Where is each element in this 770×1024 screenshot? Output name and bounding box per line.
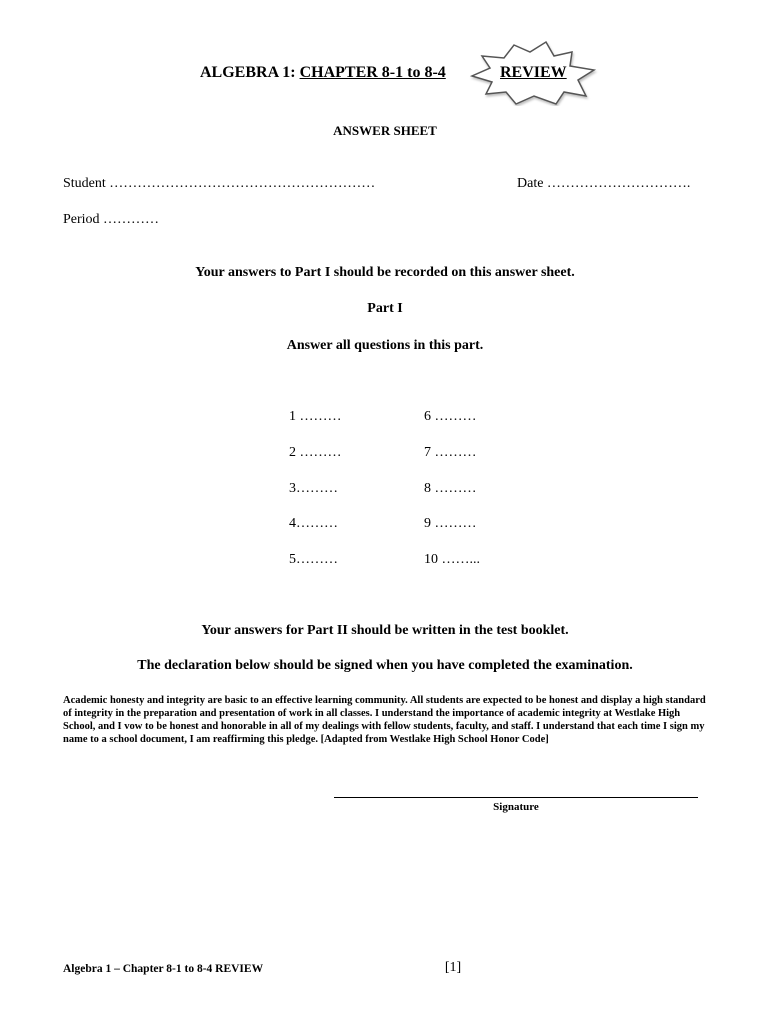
date-field: Date …………………………. <box>517 176 691 191</box>
title-chapter: CHAPTER 8-1 to 8-4 <box>299 64 446 81</box>
answer-5: 5……… <box>289 552 338 567</box>
signature-line <box>334 797 698 798</box>
answer-9: 9 ……… <box>424 516 477 531</box>
page-title <box>200 64 446 82</box>
honor-pledge: Academic honesty and integrity are basic to an effective learning community. All students are expected to be honest and display a high standard of integrity in the preparation and presentation of work in all classes. I understand the importance of academic integrity at Westlake High School, and I vow to be honest and honorable in all of my dealings with fellow students, faculty, and staff. I understand that each time I sign my name to a school document, I am reaffirming this pledge. [Adapted from Westlake High School Honor Code] <box>63 695 706 745</box>
answer-4: 4……… <box>289 516 338 531</box>
answer-1: 1 ……… <box>289 409 342 424</box>
part1-instruction: Your answers to Part I should be recorded on this answer sheet. <box>195 265 575 280</box>
answer-10: 10 ……... <box>424 552 480 567</box>
part2-instruction: Your answers for Part II should be written in the test booklet. <box>201 623 569 638</box>
review-label: REVIEW <box>500 64 567 81</box>
answer-7: 7 ……… <box>424 445 477 460</box>
answer-sheet-heading: ANSWER SHEET <box>333 123 437 138</box>
period-field: Period ………… <box>63 212 160 227</box>
signature-label: Signature <box>493 801 539 813</box>
answer-2: 2 ……… <box>289 445 342 460</box>
student-field: Student ………………………………………………… <box>63 176 376 191</box>
declaration-instruction: The declaration below should be signed when you have completed the examination. <box>137 658 633 673</box>
title-prefix: ALGEBRA 1: <box>200 64 300 81</box>
answer-8: 8 ……… <box>424 481 477 496</box>
footer-title: Algebra 1 – Chapter 8-1 to 8-4 REVIEW <box>63 963 264 975</box>
answer-all-instruction: Answer all questions in this part. <box>286 338 484 353</box>
answer-3: 3……… <box>289 481 338 496</box>
answer-6: 6 ……… <box>424 409 477 424</box>
page-number: [1] <box>444 960 462 975</box>
part1-label: Part I <box>367 301 403 316</box>
